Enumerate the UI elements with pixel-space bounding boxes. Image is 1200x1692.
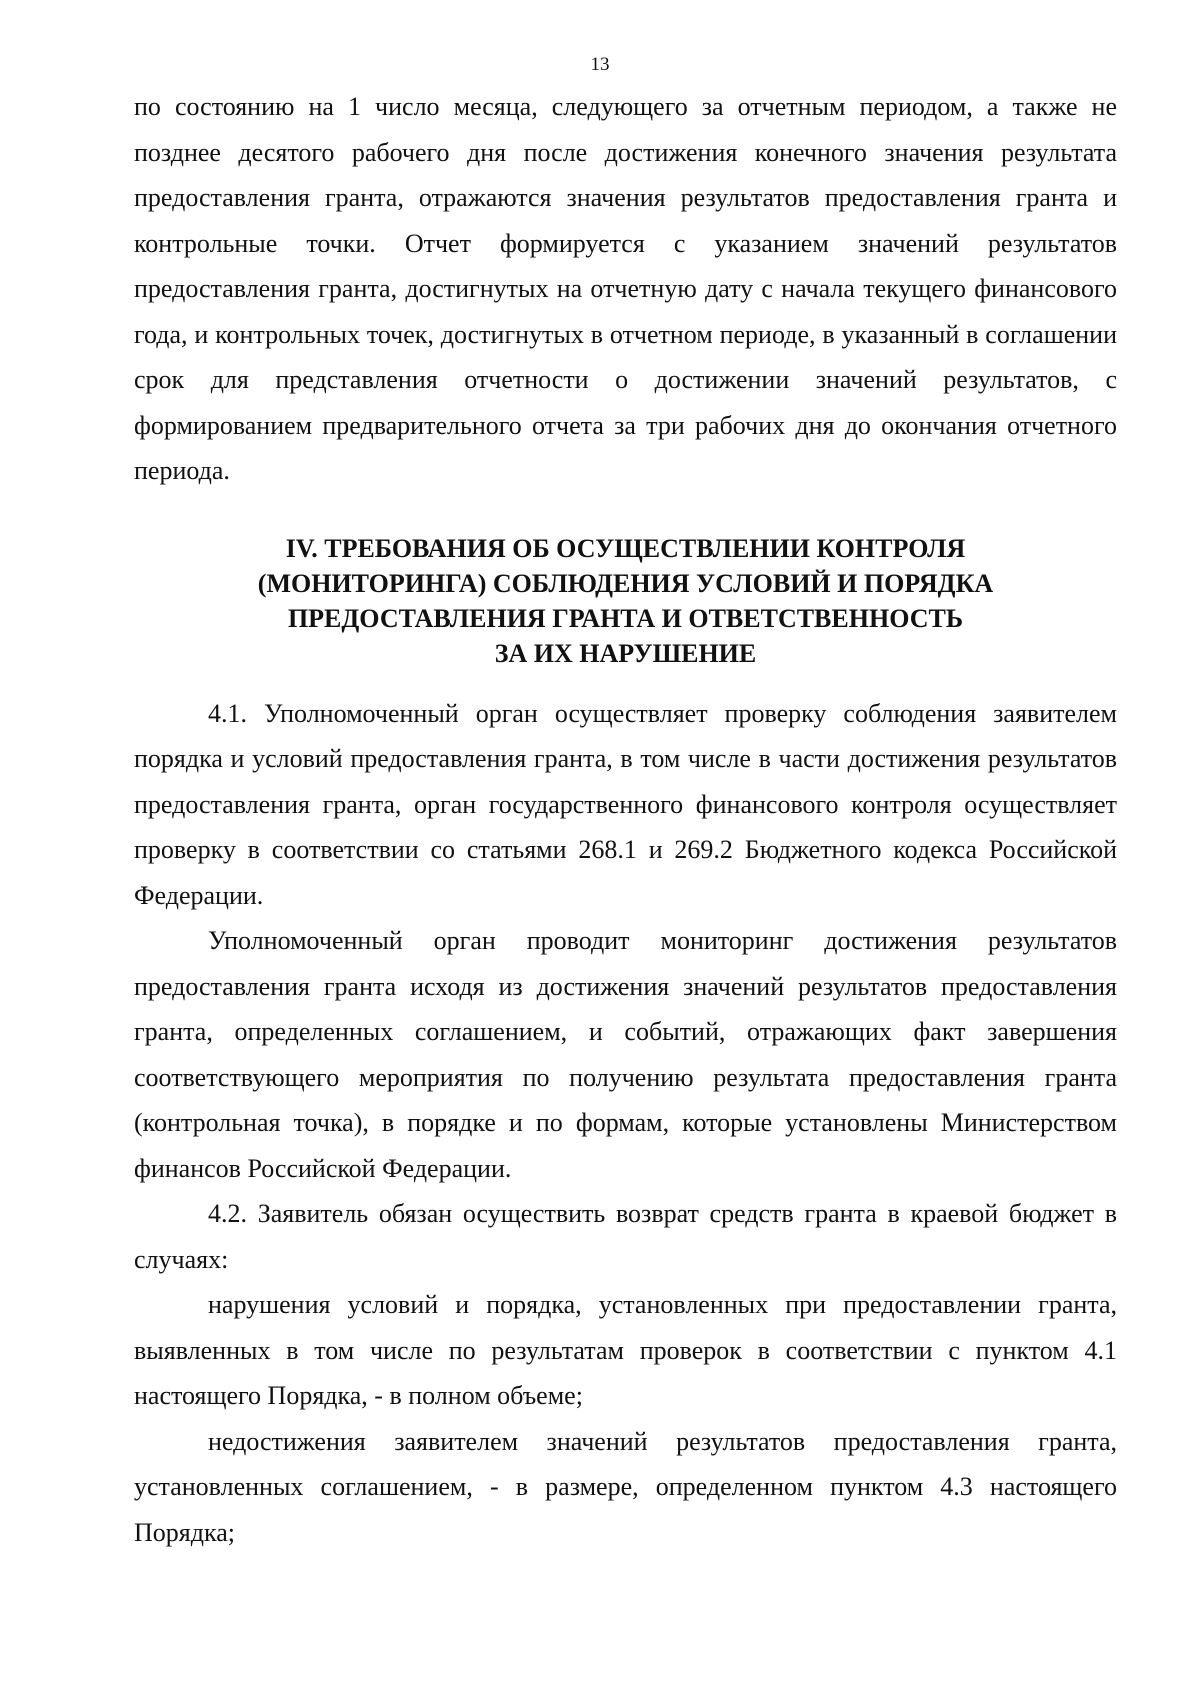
paragraph-4-1: 4.1. Уполномоченный орган осуществляет проверку соблюдения заявителем порядка и условий предоставления гранта, в том числе в части достижения результатов предоставления гранта, орган государственного финансового контроля осуществляет проверку в соответствии со статьями 268.1 и 269.2 Бюджетного кодекса Российской Федерации.: [134, 698, 1117, 910]
page-number: 13: [590, 54, 610, 75]
paragraph-violation-case: нарушения условий и порядка, установленных при предоставлении гранта, выявленных в том числе по результатам проверок в соответствии с пунктом 4.1 настоящего Порядка, - в полном объеме;: [134, 1290, 1117, 1410]
section-heading-line-2: (МОНИТОРИНГА) СОБЛЮДЕНИЯ УСЛОВИЙ И ПОРЯДКА: [257, 568, 994, 598]
paragraph-4-2: 4.2. Заявитель обязан осуществить возврат средств гранта в краевой бюджет в случаях:: [134, 1199, 1117, 1274]
section-heading: [134, 531, 1117, 671]
paragraph-monitoring: Уполномоченный орган проводит мониторинг достижения результатов предоставления гранта исходя из достижения значений результатов предоставления гранта, определенных соглашением, и событий, отражающих факт завершения соответствующего мероприятия по получению результата предоставления гранта (контрольная точка), в порядке и по формам, которые установлены Министерством финансов Российской Федерации.: [134, 926, 1117, 1183]
intro-paragraph: по состоянию на 1 число месяца, следующего за отчетным периодом, а также не позднее десятого рабочего дня после достижения конечного значения результата предоставления гранта, отражаются значения результатов предоставления гранта и контрольные точки. Отчет формируется с указанием значений результатов предоставления гранта, достигнутых на отчетную дату с начала текущего финансового года, и контрольных точек, достигнутых в отчетном периоде, в указанный в соглашении срок для представления отчетности о достижении значений результатов, с формированием предварительного отчета за три рабочих дня до окончания отчетного периода.: [134, 92, 1117, 485]
page-content: [134, 84, 1117, 1555]
section-heading-line-3: ПРЕДОСТАВЛЕНИЯ ГРАНТА И ОТВЕТСТВЕННОСТЬ: [287, 603, 964, 633]
paragraph-nonachievement-case: недостижения заявителем значений результатов предоставления гранта, установленных соглашением, - в размере, определенном пунктом 4.3 настоящего Порядка;: [134, 1426, 1117, 1547]
section-heading-line-1: IV. ТРЕБОВАНИЯ ОБ ОСУЩЕСТВЛЕНИИ КОНТРОЛЯ: [285, 533, 966, 563]
section-heading-line-4: ЗА ИХ НАРУШЕНИЕ: [494, 638, 757, 668]
